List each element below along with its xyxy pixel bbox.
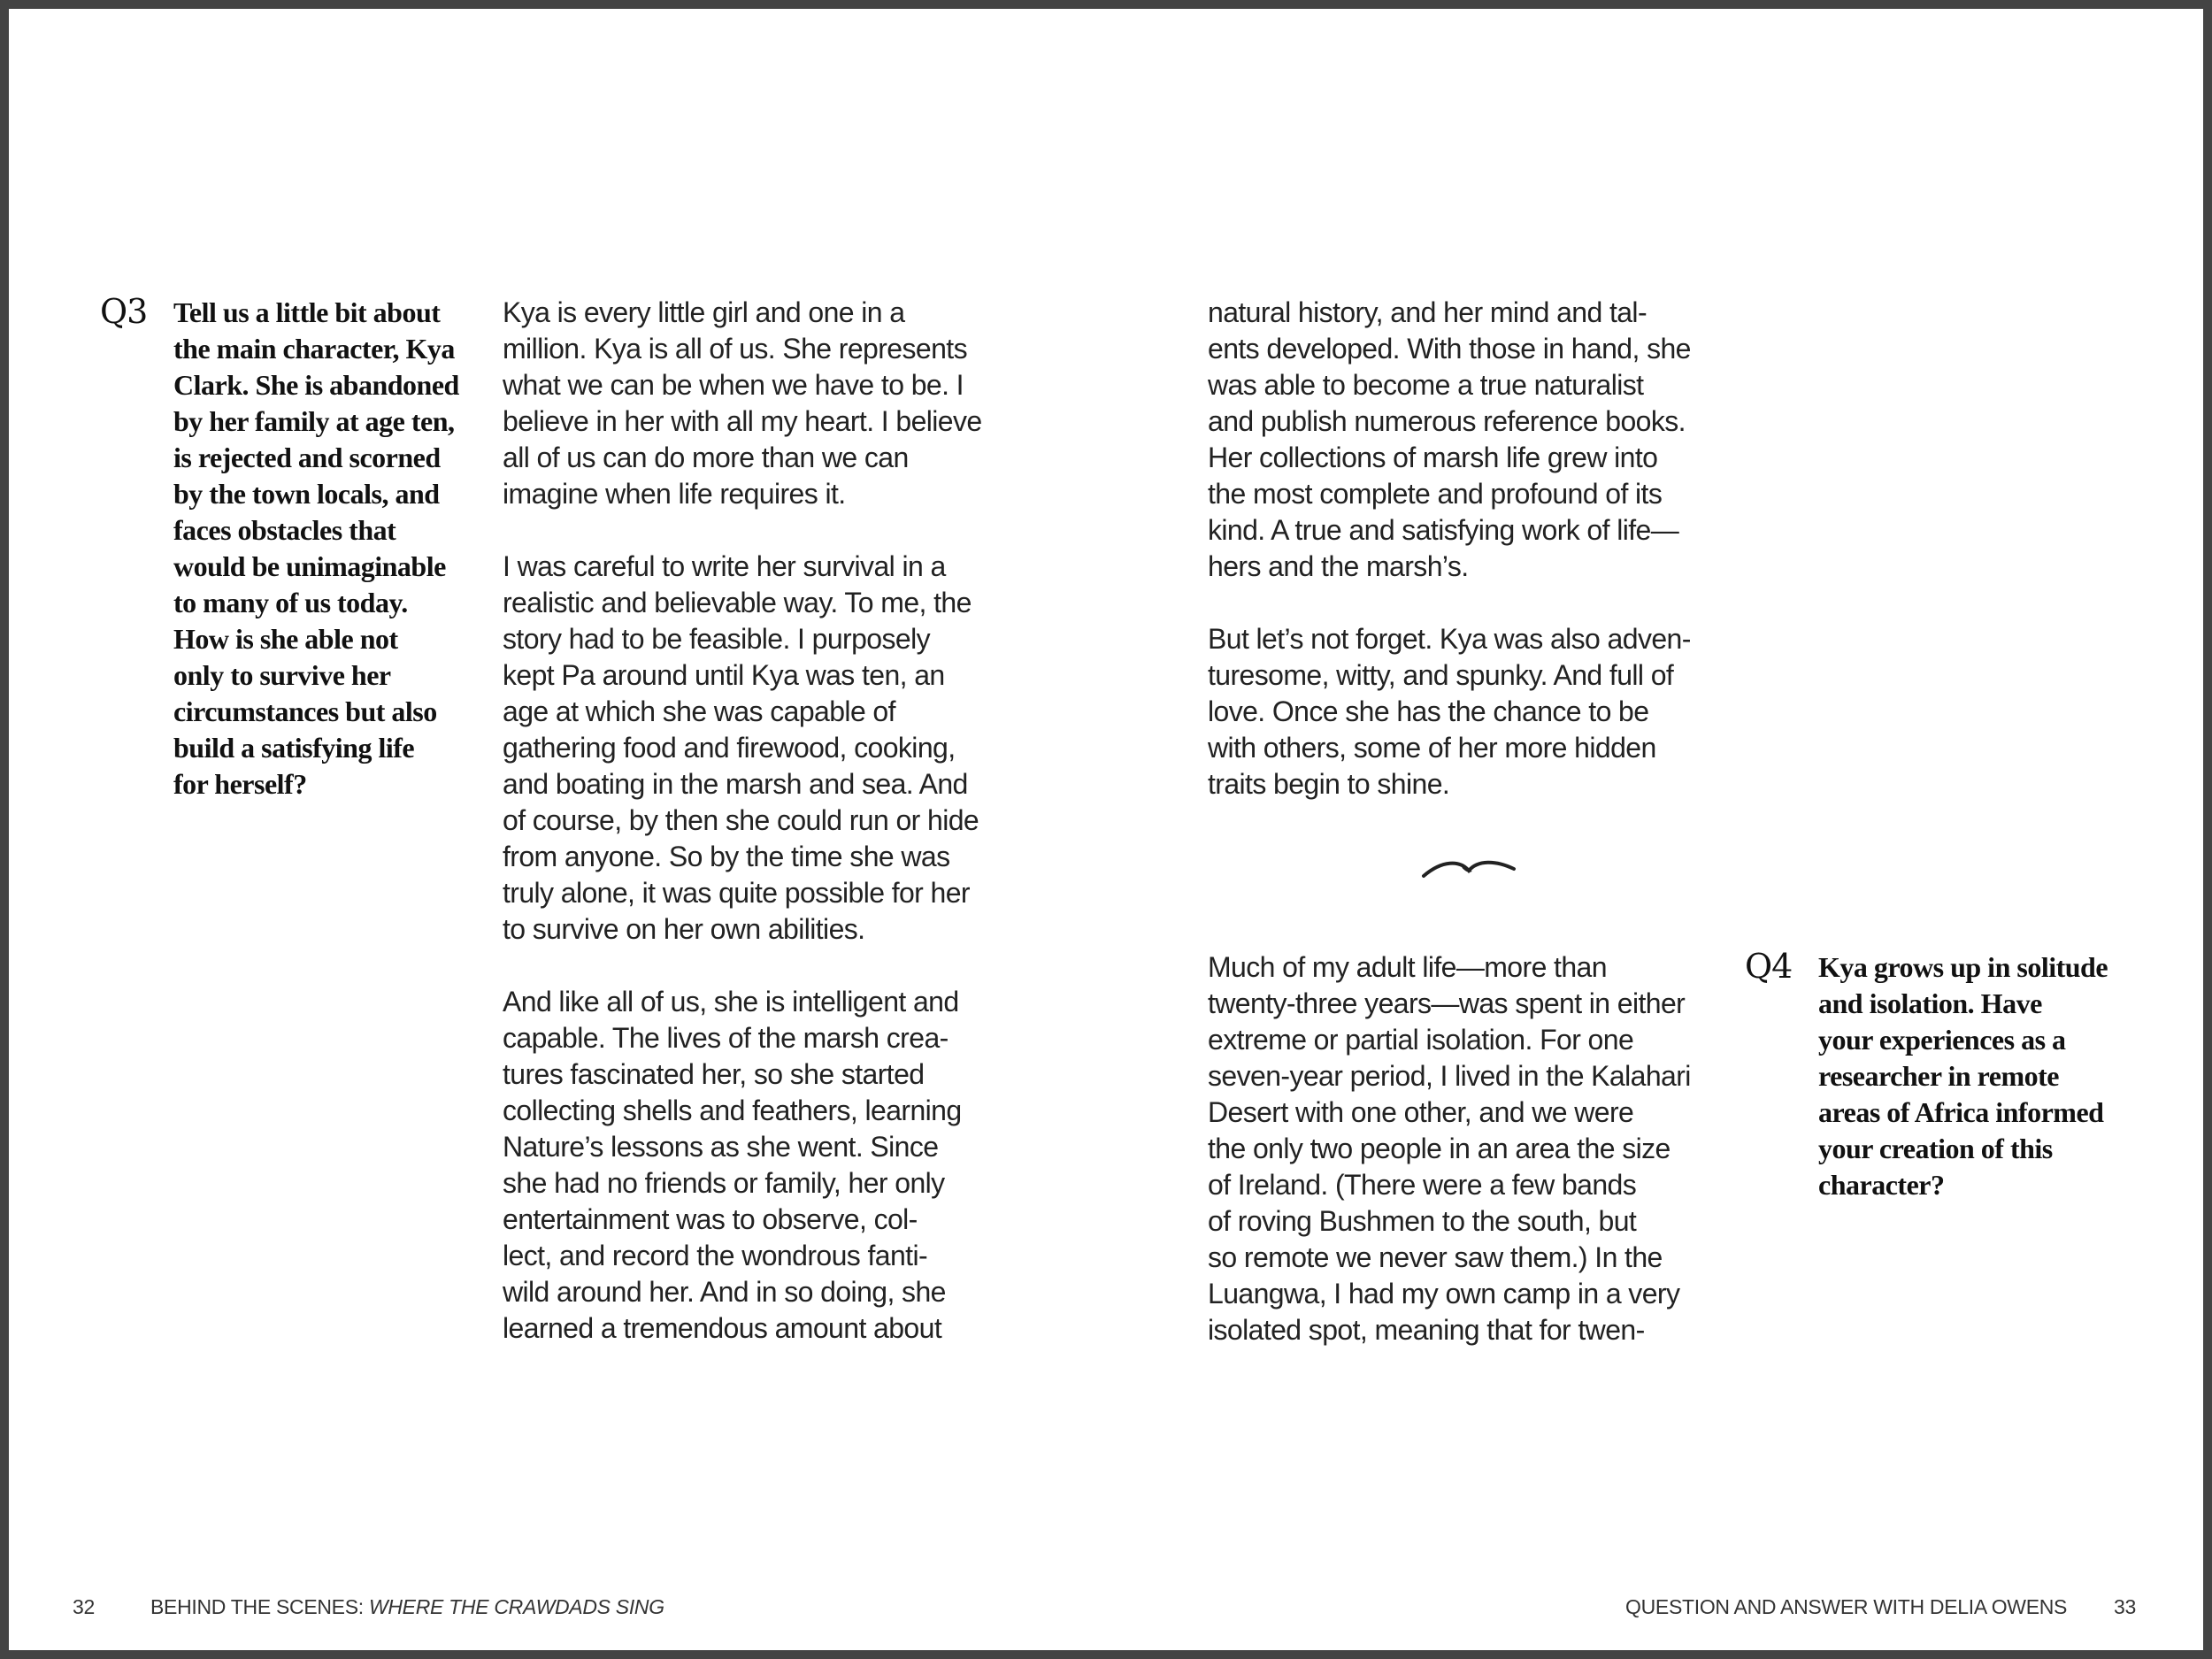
question-line: Tell us a little bit about — [173, 296, 441, 328]
body-text-line: and boating in the marsh and sea. And — [503, 768, 968, 800]
body-text-line: she had no friends or family, her only — [503, 1167, 945, 1199]
body-text-line: hers and the marsh’s. — [1208, 550, 1469, 582]
body-text-line: Much of my adult life—more than — [1208, 951, 1607, 983]
body-text-line: the most complete and profound of its — [1208, 478, 1663, 510]
paragraph-gap — [503, 512, 982, 549]
body-text-line: story had to be feasible. I purposely — [503, 623, 930, 655]
body-text-line: was able to become a true naturalist — [1208, 369, 1644, 401]
right-running-head: QUESTION AND ANSWER WITH DELIA OWENS — [1625, 1595, 2068, 1618]
question-line: How is she able not — [173, 623, 398, 655]
body-text-line: And like all of us, she is intelligent and — [503, 986, 959, 1018]
body-text-line: But let’s not forget. Kya was also adven- — [1208, 623, 1691, 655]
body-text-line: learned a tremendous amount about — [503, 1312, 942, 1344]
question-line: would be unimaginable — [173, 550, 446, 582]
body-text-line: of roving Bushmen to the south, but — [1208, 1205, 1637, 1237]
question-line: researcher in remote — [1818, 1060, 2059, 1092]
running-head-prefix: BEHIND THE SCENES: — [150, 1595, 369, 1618]
body-text-line: with others, some of her more hidden — [1208, 732, 1656, 764]
body-text-line: and publish numerous reference books. — [1208, 405, 1686, 437]
body-text-line: imagine when life requires it. — [503, 478, 846, 510]
body-text-line: capable. The lives of the marsh crea- — [503, 1022, 949, 1054]
body-text-line: believe in her with all my heart. I believe — [503, 405, 982, 437]
body-text-line: I was careful to write her survival in a — [503, 550, 946, 582]
question-line: character? — [1818, 1169, 1945, 1201]
paragraph-gap — [1208, 585, 1691, 621]
right-answer-column-bottom — [1208, 949, 1691, 1348]
body-text-line: realistic and believable way. To me, the — [503, 587, 972, 618]
body-text-line: love. Once she has the chance to be — [1208, 695, 1649, 727]
body-text-line: gathering food and firewood, cooking, — [503, 732, 956, 764]
body-text-line: what we can be when we have to be. I — [503, 369, 964, 401]
body-text-line: so remote we never saw them.) In the — [1208, 1241, 1663, 1273]
body-text-line: lect, and record the wondrous fanti- — [503, 1240, 928, 1271]
body-text-line: million. Kya is all of us. She represents — [503, 333, 967, 365]
body-text-line: tures fascinated her, so she started — [503, 1058, 925, 1090]
body-text-line: natural history, and her mind and tal- — [1208, 296, 1647, 328]
body-text-line: age at which she was capable of — [503, 695, 895, 727]
body-text-line: Luangwa, I had my own camp in a very — [1208, 1278, 1680, 1310]
running-head-book-title: WHERE THE CRAWDADS SING — [368, 1595, 664, 1618]
body-text-line: collecting shells and feathers, learning — [503, 1094, 962, 1126]
body-text-line: traits begin to shine. — [1208, 768, 1450, 800]
question-line: for herself? — [173, 768, 307, 800]
body-text-line: turesome, witty, and spunky. And full of — [1208, 659, 1674, 691]
body-text-line: the only two people in an area the size — [1208, 1133, 1671, 1164]
body-text-line: Kya is every little girl and one in a — [503, 296, 905, 328]
question-line: Kya grows up in solitude — [1818, 951, 2108, 983]
body-text-line: wild around her. And in so doing, she — [503, 1276, 946, 1308]
question-line: faces obstacles that — [173, 514, 396, 546]
question-line: only to survive her — [173, 659, 391, 691]
paragraph-gap — [503, 948, 982, 984]
right-answer-column-top — [1208, 295, 1691, 803]
q4-number: Q4 — [1745, 947, 1793, 986]
question-line: your experiences as a — [1818, 1024, 2066, 1056]
question-line: build a satisfying life — [173, 732, 415, 764]
body-text-line: Nature’s lessons as she went. Since — [503, 1131, 939, 1163]
question-line: by her family at age ten, — [173, 405, 455, 437]
body-text-line: twenty-three years—was spent in either — [1208, 987, 1686, 1019]
body-text-line: of course, by then she could run or hide — [503, 804, 979, 836]
left-page-number: 32 — [73, 1595, 95, 1618]
question-line: circumstances but also — [173, 695, 437, 727]
body-text-line: kept Pa around until Kya was ten, an — [503, 659, 945, 691]
question-line: your creation of this — [1818, 1133, 2053, 1164]
body-text-line: to survive on her own abilities. — [503, 913, 865, 945]
body-text-line: Desert with one other, and we were — [1208, 1096, 1634, 1128]
q3-question — [173, 295, 459, 803]
body-text-line: extreme or partial isolation. For one — [1208, 1024, 1634, 1056]
body-text-line: Her collections of marsh life grew into — [1208, 442, 1658, 473]
body-text-line: from anyone. So by the time she was — [503, 841, 950, 872]
right-page-number: 33 — [2114, 1595, 2136, 1618]
q3-number: Q3 — [100, 292, 148, 331]
body-text-line: truly alone, it was quite possible for her — [503, 877, 970, 909]
question-line: areas of Africa informed — [1818, 1096, 2104, 1128]
left-running-head — [150, 1595, 664, 1619]
question-line: Clark. She is abandoned — [173, 369, 459, 401]
body-text-line: seven-year period, I lived in the Kalahari — [1208, 1060, 1691, 1092]
body-text-line: of Ireland. (There were a few bands — [1208, 1169, 1637, 1201]
body-text-line: isolated spot, meaning that for twen- — [1208, 1314, 1645, 1346]
body-text-line: entertainment was to observe, col- — [503, 1203, 918, 1235]
question-line: is rejected and scorned — [173, 442, 441, 473]
body-text-line: ents developed. With those in hand, she — [1208, 333, 1691, 365]
left-answer-column — [503, 295, 982, 1347]
body-text-line: all of us can do more than we can — [503, 442, 909, 473]
question-line: the main character, Kya — [173, 333, 455, 365]
body-text-line: kind. A true and satisfying work of life— — [1208, 514, 1679, 546]
swash-divider-icon — [1420, 856, 1517, 883]
question-line: and isolation. Have — [1818, 987, 2042, 1019]
question-line: to many of us today. — [173, 587, 408, 618]
question-line: by the town locals, and — [173, 478, 440, 510]
q4-question — [1818, 949, 2108, 1203]
